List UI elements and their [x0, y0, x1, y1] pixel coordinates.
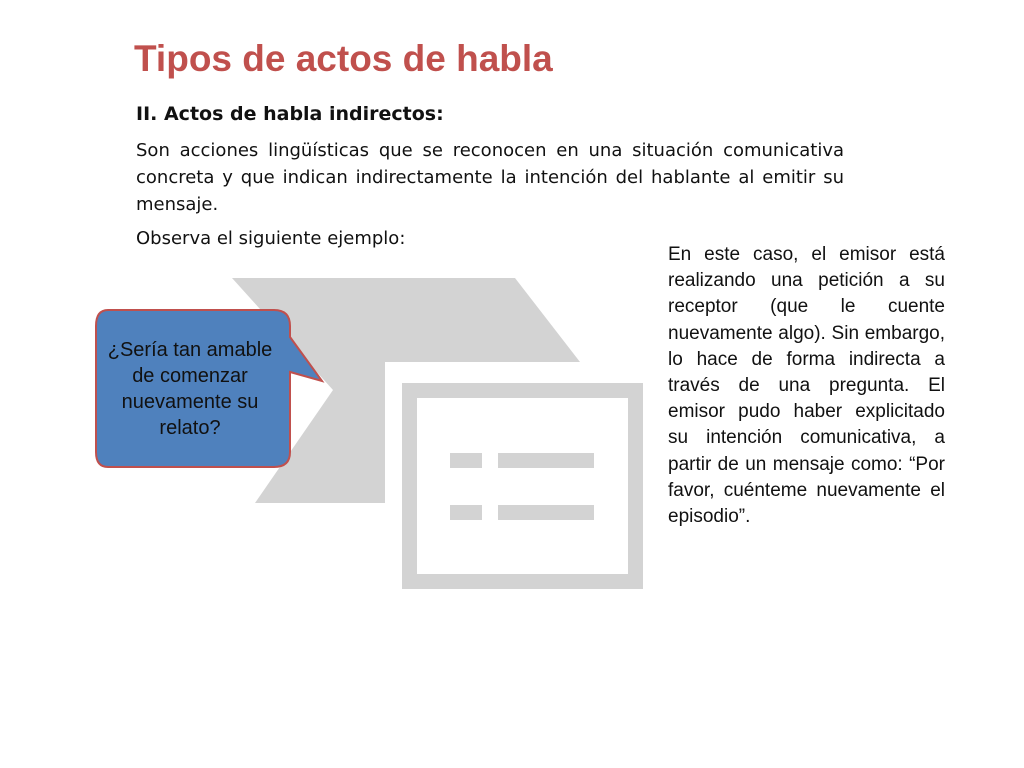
- list-icon: [402, 383, 643, 589]
- speech-bubble-text: ¿Sería tan amable de comenzar nuevamente su relato?: [107, 339, 273, 439]
- example-explanation: En este caso, el emisor está realizando una petición a su receptor (que le cuente nuevamente algo). Sin embargo, lo hace de forma indirecta a través de una pregunta. El emisor pudo haber explicitado su intención comunicativa, a partir de un mensaje como: “Por favor, cuénteme nuevamente el episodio”.: [668, 244, 945, 528]
- intro-paragraph: Son acciones lingüísticas que se reconocen en una situación comunicativa concreta y que indican indirectamente la intención del hablante al emitir su mensaje.: [136, 140, 844, 215]
- section-subtitle: II. Actos de habla indirectos:: [136, 103, 444, 125]
- example-prompt: Observa el siguiente ejemplo:: [136, 228, 406, 249]
- page-title: Tipos de actos de habla: [134, 38, 553, 79]
